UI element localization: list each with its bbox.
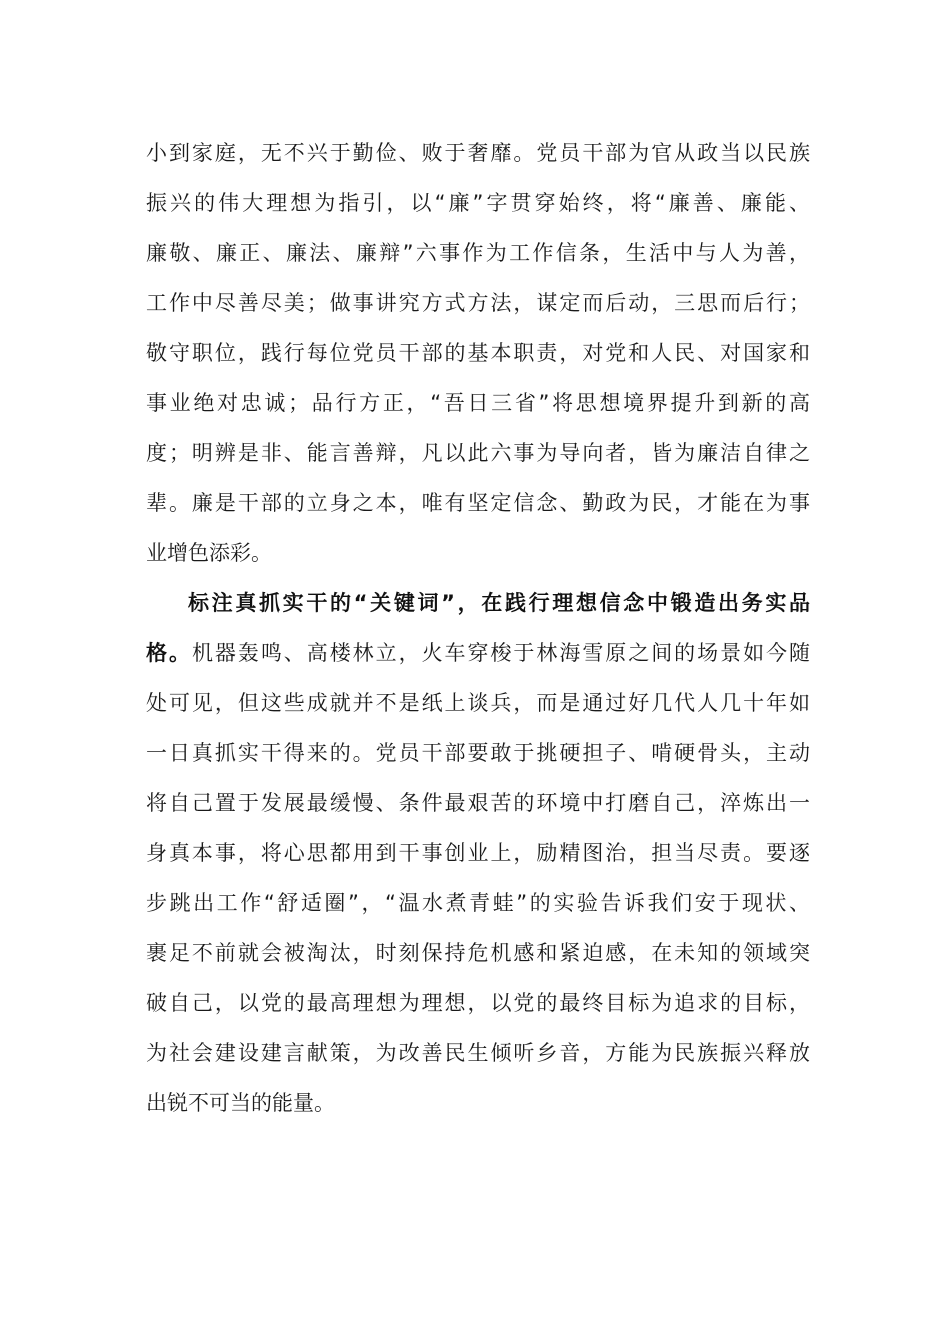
paragraph-line: 出锐不可当的能量。 <box>146 1091 335 1115</box>
paragraph-text: 机器轰鸣、高楼林立，火车穿梭于林海雪原之间的场景如今随 <box>191 641 811 665</box>
paragraph-line: 裹足不前就会被淘汰，时刻保持危机感和紧迫感，在未知的领域突 <box>146 941 810 965</box>
paragraph-line: 廉敬、廉正、廉法、廉辩”六事作为工作信条，生活中与人为善， <box>146 241 810 265</box>
paragraph-line: 工作中尽善尽美；做事讲究方式方法，谋定而后动，三思而后行； <box>146 291 810 315</box>
paragraph-line: 敬守职位，践行每位党员干部的基本职责，对党和人民、对国家和 <box>146 341 810 365</box>
paragraph-line: 度；明辨是非、能言善辩，凡以此六事为导向者，皆为廉洁自律之 <box>146 441 810 465</box>
paragraph-line <box>146 628 810 678</box>
paragraph-line: 一日真抓实干得来的。党员干部要敢于挑硬担子、啃硬骨头，主动 <box>146 741 810 765</box>
paragraph-line: 振兴的伟大理想为指引，以“廉”字贯穿始终，将“廉善、廉能、 <box>146 191 810 215</box>
section-heading: 标注真抓实干的“关键词”，在践行理想信念中锻造出务实品 <box>188 591 810 615</box>
paragraph-line: 破自己，以党的最高理想为理想，以党的最终目标为追求的目标， <box>146 991 810 1015</box>
paragraph-line: 小到家庭，无不兴于勤俭、败于奢靡。党员干部为官从政当以民族 <box>146 141 810 165</box>
paragraph-line: 步跳出工作“舒适圈”，“温水煮青蛙”的实验告诉我们安于现状、 <box>146 891 810 915</box>
section-heading-end: 格。 <box>146 641 192 665</box>
paragraph-line: 身真本事，将心思都用到干事创业上，励精图治，担当尽责。要逐 <box>146 841 810 865</box>
paragraph-2 <box>146 578 810 1128</box>
paragraph-line: 为社会建设建言献策，为改善民生倾听乡音，方能为民族振兴释放 <box>146 1041 810 1065</box>
paragraph-line: 处可见，但这些成就并不是纸上谈兵，而是通过好几代人几十年如 <box>146 691 810 715</box>
paragraph-line: 辈。廉是干部的立身之本，唯有坚定信念、勤政为民，才能在为事 <box>146 491 810 515</box>
paragraph-line: 事业绝对忠诚；品行方正，“吾日三省”将思想境界提升到新的高 <box>146 391 810 415</box>
paragraph-1 <box>146 128 810 578</box>
paragraph-line: 将自己置于发展最缓慢、条件最艰苦的环境中打磨自己，淬炼出一 <box>146 791 810 815</box>
paragraph-line: 业增色添彩。 <box>146 541 272 565</box>
